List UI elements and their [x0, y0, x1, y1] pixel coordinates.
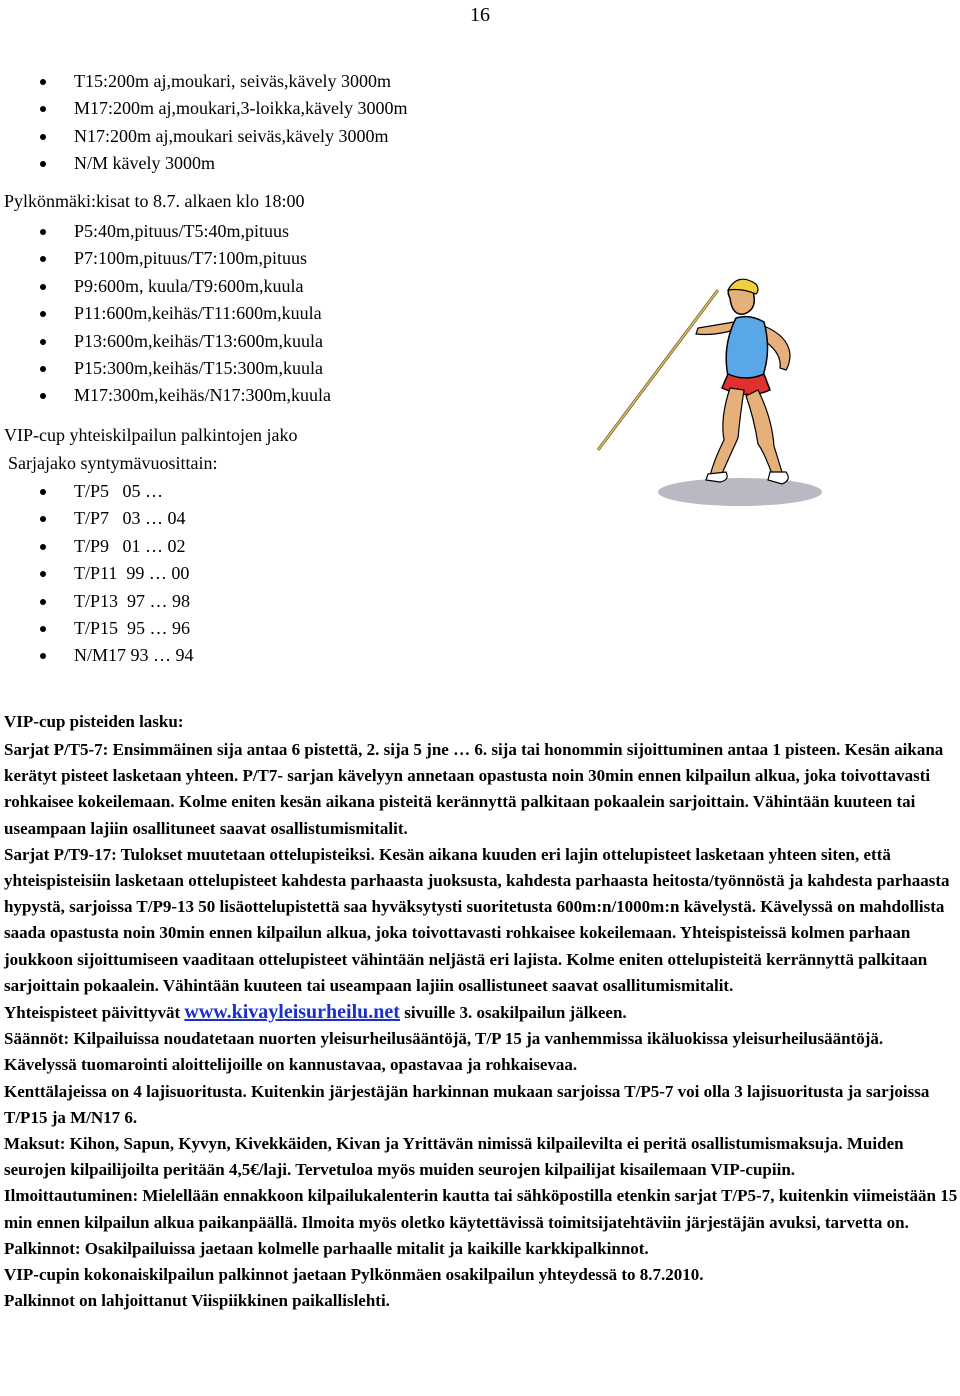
list-item: T/P5 05 …	[0, 478, 194, 505]
para-prizes: Palkinnot: Osakilpailuissa jaetaan kolmelle parhaalle mitalit ja kaikille karkkipalkinnot.	[4, 1238, 649, 1258]
para-points-p9-17: Sarjat P/T9-17: Tulokset muutetaan ottelupisteiksi. Kesän aikana kuuden eri lajin ottelupisteet lasketaan yhteen siten, että yhteispisteisiin lasketaan ottelupisteet kahdesta parhaasta juoksusta, kahdesta parhaasta heitosta/työnnöstä ja kahdesta parhaasta hypystä, sarjoissa T/P9-13 50 lisäottelupistettä saa hyväksytysti suoritetusta 600m:n/1000m:n kävelystä. Kävelyssä on mahdollista saada opastusta noin 30min ennen kilpailun alkua, joka toivottavasti rohkaisee kokeilemaan. Yhteispisteissä kolmen parhaan joukkoon sijoittumiseen vaaditaan ottelupisteet vähintään neljästä eri lajista. Kolme eniten ottelupisteitä kerrännyttä palkitaan sarjoittain pokaalein. Vähintään kuuteen tai useampaan lajiin osallistuneet saavat osallitumismitalit.	[4, 844, 950, 995]
list-item: P7:100m,pituus/T7:100m,pituus	[0, 245, 331, 272]
rules-paragraph	[4, 737, 959, 1314]
list-item: P9:600m, kuula/T9:600m,kuula	[0, 273, 331, 300]
para-vip-prizes: VIP-cupin kokonaiskilpailun palkinnot jaetaan Pylkönmäen osakilpailun yhteydessä to 8.7.2010.	[4, 1265, 704, 1285]
list-item: P11:600m,keihäs/T11:600m,kuula	[0, 300, 331, 327]
para-registration: Ilmoittautuminen: Mielellään ennakkoon kilpailukalenterin kautta tai sähköpostilla etenkin sarjat T/P5-7, kuitenkin viimeistään 15 min ennen kilpailun alkua paikanpäällä. Ilmoita myös oletko käytettävissä toimitsijatehtäviin järjestäjän avuksi, tarvetta on.	[4, 1186, 958, 1232]
age-groups-list	[0, 478, 194, 670]
pylkonmaki-events-list	[0, 218, 331, 410]
list-item: T15:200m aj,moukari, seiväs,kävely 3000m	[0, 68, 407, 95]
events-list-older	[0, 68, 407, 178]
list-item: M17:200m aj,moukari,3-loikka,kävely 3000m	[0, 95, 407, 122]
para-points-p5-7: Sarjat P/T5-7: Ensimmäinen sija antaa 6 pistettä, 2. sija 5 jne … 6. sija tai honommin sijoittuminen antaa 1 pisteen. Kesän aikana kerätyt pisteet lasketaan yhteen. P/T7- sarjan kävelyyn annetaan opastusta noin 30min ennen kilpailun alkua, joka toivottavasti rohkaisee kokeilemaan. Kolme eniten kesän aikana pisteitä kerännyttä palkitaan pokaalein sarjoittain. Vähintään kuuteen tai useampaan lajiin osallituneet saavat osallistumismitalit.	[4, 740, 944, 838]
list-item: P5:40m,pituus/T5:40m,pituus	[0, 218, 331, 245]
para-field-events: Kenttälajeissa on 4 lajisuoritusta. Kuitenkin järjestäjän harkinnan mukaan sarjoissa T/P5-7 voi olla 3 lajisuoritusta ja sarjoissa T/P15 ja M/N17 6.	[4, 1081, 930, 1127]
website-link[interactable]: www.kivayleisurheilu.net	[184, 1001, 400, 1024]
para-donor: Palkinnot on lahjoittanut Viispiikkinen paikallislehti.	[4, 1291, 390, 1311]
pylkonmaki-heading: Pylkönmäki:kisat to 8.7. alkaen klo 18:00	[4, 191, 305, 211]
para-points-update: Yhteispisteet päivittyvät www.kivayleisurheilu.net sivuille 3. osakilpailun jälkeen.	[4, 1001, 627, 1024]
list-item: M17:300m,keihäs/N17:300m,kuula	[0, 382, 331, 409]
list-item: T/P11 99 … 00	[0, 560, 194, 587]
list-item: P13:600m,keihäs/T13:600m,kuula	[0, 328, 331, 355]
vip-points-heading: VIP-cup pisteiden lasku:	[4, 712, 184, 731]
javelin-thrower-illustration	[590, 268, 830, 514]
list-item: N17:200m aj,moukari seiväs,kävely 3000m	[0, 123, 407, 150]
list-item: P15:300m,keihäs/T15:300m,kuula	[0, 355, 331, 382]
para-rules: Säännöt: Kilpailuissa noudatetaan nuorten yleisurheilusääntöjä, T/P 15 ja vanhemmissa ikäluokissa yleisurheilusääntöjä. Kävelyssä tuomarointi aloittelijoille on kannustavaa, opastavaa ja rohkaisevaa.	[4, 1029, 884, 1075]
list-item: T/P15 95 … 96	[0, 615, 194, 642]
list-item: T/P13 97 … 98	[0, 588, 194, 615]
list-item: N/M kävely 3000m	[0, 150, 407, 177]
page-number: 16	[470, 4, 490, 26]
list-item: T/P7 03 … 04	[0, 505, 194, 532]
vip-heading: VIP-cup yhteiskilpailun palkintojen jako	[4, 425, 298, 445]
sarjajako-heading: Sarjajako syntymävuosittain:	[8, 453, 218, 473]
para-fees: Maksut: Kihon, Sapun, Kyvyn, Kivekkäiden, Kivan ja Yrittävän nimissä kilpailevilta ei peritä osallistumismaksuja. Muiden seurojen kilpailijoilta peritään 4,5€/laji. Tervetuloa myös muiden seurojen kilpailijat kisailemaan VIP-cupiin.	[4, 1134, 904, 1180]
list-item: T/P9 01 … 02	[0, 533, 194, 560]
list-item: N/M17 93 … 94	[0, 642, 194, 669]
